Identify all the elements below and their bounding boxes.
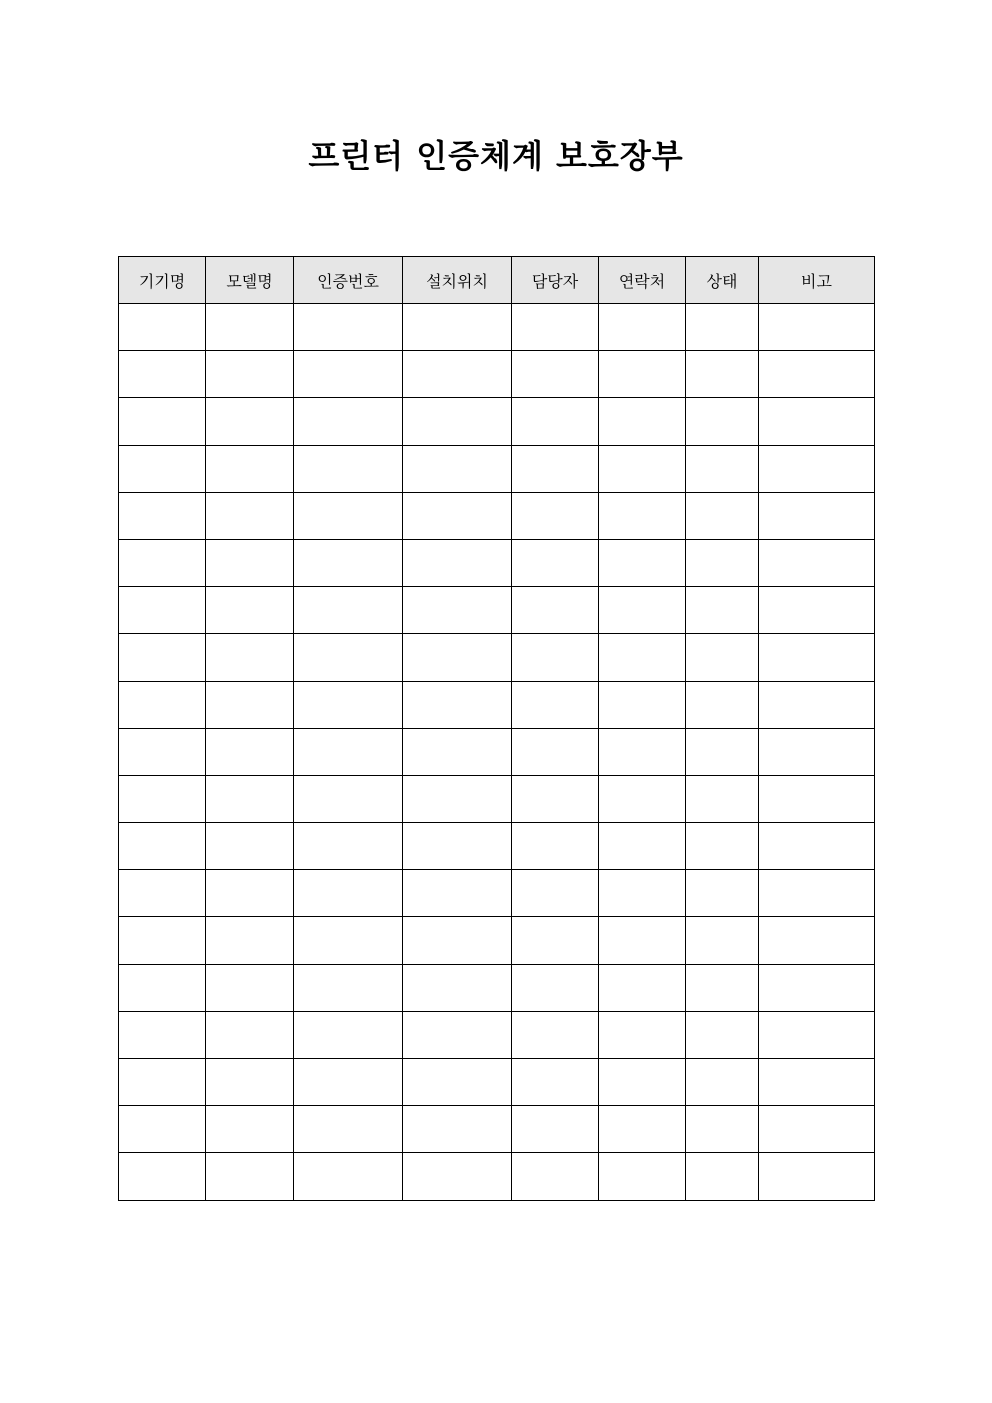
table-cell[interactable]: [599, 870, 686, 917]
table-cell[interactable]: [759, 870, 875, 917]
table-cell[interactable]: [686, 1153, 759, 1200]
table-cell[interactable]: [759, 823, 875, 870]
table-cell[interactable]: [119, 823, 206, 870]
table-cell[interactable]: [599, 681, 686, 728]
table-cell[interactable]: [512, 539, 599, 586]
table-cell[interactable]: [206, 964, 294, 1011]
table-cell[interactable]: [206, 351, 294, 398]
table-cell[interactable]: [403, 823, 512, 870]
table-cell[interactable]: [119, 492, 206, 539]
table-cell[interactable]: [119, 964, 206, 1011]
table-row: [119, 1153, 875, 1200]
table-cell[interactable]: [294, 870, 403, 917]
table-cell[interactable]: [759, 445, 875, 492]
table-cell[interactable]: [599, 728, 686, 775]
table-row: [119, 634, 875, 681]
table-cell[interactable]: [403, 870, 512, 917]
table-cell[interactable]: [599, 304, 686, 351]
table-cell[interactable]: [294, 728, 403, 775]
table-cell[interactable]: [119, 917, 206, 964]
table-cell[interactable]: [294, 1011, 403, 1058]
table-cell[interactable]: [599, 823, 686, 870]
table-cell[interactable]: [686, 964, 759, 1011]
table-cell[interactable]: [759, 1106, 875, 1153]
table-body: [119, 304, 875, 1201]
table-cell[interactable]: [403, 964, 512, 1011]
table-row: [119, 492, 875, 539]
table-cell[interactable]: [759, 351, 875, 398]
table-cell[interactable]: [759, 539, 875, 586]
table-cell[interactable]: [686, 445, 759, 492]
table-cell[interactable]: [403, 445, 512, 492]
table-cell[interactable]: [206, 1153, 294, 1200]
table-cell[interactable]: [119, 870, 206, 917]
table-cell[interactable]: [686, 1059, 759, 1106]
table-cell[interactable]: [119, 587, 206, 634]
page-title: 프린터 인증체계 보호장부: [308, 137, 684, 175]
column-header-certificate-number: 인증번호: [294, 257, 403, 304]
table-cell[interactable]: [512, 1106, 599, 1153]
table-cell[interactable]: [686, 304, 759, 351]
table-cell[interactable]: [599, 775, 686, 822]
table-cell[interactable]: [759, 1059, 875, 1106]
table-cell[interactable]: [119, 1153, 206, 1200]
table-cell[interactable]: [403, 1106, 512, 1153]
table-cell[interactable]: [512, 634, 599, 681]
table-cell[interactable]: [294, 917, 403, 964]
table-cell[interactable]: [119, 1011, 206, 1058]
table-cell[interactable]: [294, 775, 403, 822]
table-cell[interactable]: [599, 398, 686, 445]
table-cell[interactable]: [119, 351, 206, 398]
table-cell[interactable]: [403, 492, 512, 539]
table-cell[interactable]: [206, 1011, 294, 1058]
table-cell[interactable]: [512, 1059, 599, 1106]
table-cell[interactable]: [599, 1059, 686, 1106]
table-cell[interactable]: [686, 634, 759, 681]
table-row: [119, 964, 875, 1011]
table-cell[interactable]: [686, 870, 759, 917]
table-cell[interactable]: [206, 492, 294, 539]
table-cell[interactable]: [512, 964, 599, 1011]
table-cell[interactable]: [294, 823, 403, 870]
table-cell[interactable]: [512, 587, 599, 634]
table-cell[interactable]: [512, 445, 599, 492]
table-cell[interactable]: [206, 304, 294, 351]
table-cell[interactable]: [686, 351, 759, 398]
table-cell[interactable]: [686, 728, 759, 775]
table-cell[interactable]: [686, 917, 759, 964]
table-cell[interactable]: [403, 775, 512, 822]
table-cell[interactable]: [294, 1153, 403, 1200]
table-row: [119, 398, 875, 445]
table-cell[interactable]: [206, 634, 294, 681]
table-cell[interactable]: [512, 775, 599, 822]
table-row: [119, 728, 875, 775]
table-cell[interactable]: [599, 587, 686, 634]
table-cell[interactable]: [759, 587, 875, 634]
table-cell[interactable]: [206, 870, 294, 917]
table-cell[interactable]: [759, 304, 875, 351]
table-cell[interactable]: [599, 917, 686, 964]
table-cell[interactable]: [599, 445, 686, 492]
table-cell[interactable]: [512, 728, 599, 775]
table-cell[interactable]: [512, 398, 599, 445]
table-cell[interactable]: [686, 1011, 759, 1058]
table-row: [119, 917, 875, 964]
table-cell[interactable]: [119, 304, 206, 351]
table-cell[interactable]: [759, 398, 875, 445]
table-cell[interactable]: [599, 1011, 686, 1058]
table-cell[interactable]: [119, 1106, 206, 1153]
table-cell[interactable]: [403, 634, 512, 681]
table-row: [119, 351, 875, 398]
column-header-status: 상태: [686, 257, 759, 304]
table-cell[interactable]: [759, 775, 875, 822]
table-cell[interactable]: [599, 492, 686, 539]
table-cell[interactable]: [294, 445, 403, 492]
table-cell[interactable]: [403, 728, 512, 775]
table-cell[interactable]: [512, 917, 599, 964]
table-cell[interactable]: [759, 634, 875, 681]
table-cell[interactable]: [294, 539, 403, 586]
column-header-remarks: 비고: [759, 257, 875, 304]
table-cell[interactable]: [599, 351, 686, 398]
table-cell[interactable]: [119, 634, 206, 681]
table-row: [119, 1106, 875, 1153]
table-cell[interactable]: [686, 681, 759, 728]
table-cell[interactable]: [599, 634, 686, 681]
table-cell[interactable]: [403, 304, 512, 351]
table-cell[interactable]: [403, 398, 512, 445]
table-row: [119, 823, 875, 870]
table-cell[interactable]: [294, 681, 403, 728]
table-cell[interactable]: [206, 917, 294, 964]
table-cell[interactable]: [119, 445, 206, 492]
column-header-manager: 담당자: [512, 257, 599, 304]
table-cell[interactable]: [294, 1059, 403, 1106]
table-cell[interactable]: [599, 1106, 686, 1153]
table-cell[interactable]: [759, 492, 875, 539]
table-cell[interactable]: [403, 1011, 512, 1058]
table-cell[interactable]: [206, 728, 294, 775]
table-cell[interactable]: [206, 539, 294, 586]
table-cell[interactable]: [686, 587, 759, 634]
table-cell[interactable]: [119, 681, 206, 728]
ledger-table: [118, 256, 875, 1201]
table-cell[interactable]: [403, 587, 512, 634]
table-row: [119, 445, 875, 492]
table-cell[interactable]: [686, 398, 759, 445]
table-cell[interactable]: [686, 492, 759, 539]
table-cell[interactable]: [512, 681, 599, 728]
table-row: [119, 304, 875, 351]
table-cell[interactable]: [206, 823, 294, 870]
table-cell[interactable]: [294, 964, 403, 1011]
table-cell[interactable]: [403, 681, 512, 728]
table-cell[interactable]: [206, 1059, 294, 1106]
table-cell[interactable]: [206, 775, 294, 822]
table-cell[interactable]: [294, 1106, 403, 1153]
table-cell[interactable]: [512, 823, 599, 870]
table-header-row: [119, 257, 875, 304]
column-header-model-name: 모델명: [206, 257, 294, 304]
table-cell[interactable]: [599, 964, 686, 1011]
table-cell[interactable]: [294, 587, 403, 634]
table-cell[interactable]: [512, 1011, 599, 1058]
table-cell[interactable]: [206, 398, 294, 445]
table-row: [119, 681, 875, 728]
table-cell[interactable]: [294, 492, 403, 539]
table-cell[interactable]: [119, 775, 206, 822]
table-cell[interactable]: [206, 587, 294, 634]
table-cell[interactable]: [686, 1106, 759, 1153]
table-cell[interactable]: [512, 492, 599, 539]
table-cell[interactable]: [294, 351, 403, 398]
table-cell[interactable]: [512, 1153, 599, 1200]
table-cell[interactable]: [512, 351, 599, 398]
table-cell[interactable]: [759, 1153, 875, 1200]
table-cell[interactable]: [686, 775, 759, 822]
table-cell[interactable]: [206, 1106, 294, 1153]
table-cell[interactable]: [686, 539, 759, 586]
column-header-install-location: 설치위치: [403, 257, 512, 304]
table-cell[interactable]: [512, 870, 599, 917]
table-cell[interactable]: [599, 1153, 686, 1200]
table-cell[interactable]: [403, 1059, 512, 1106]
table-cell[interactable]: [294, 398, 403, 445]
table-cell[interactable]: [403, 351, 512, 398]
column-header-contact: 연락처: [599, 257, 686, 304]
table-cell[interactable]: [294, 634, 403, 681]
table-cell[interactable]: [403, 539, 512, 586]
table-cell[interactable]: [759, 681, 875, 728]
table-cell[interactable]: [512, 304, 599, 351]
table-cell[interactable]: [686, 823, 759, 870]
table-row: [119, 539, 875, 586]
table-row: [119, 775, 875, 822]
table-cell[interactable]: [119, 539, 206, 586]
table-cell[interactable]: [759, 1011, 875, 1058]
table-cell[interactable]: [206, 681, 294, 728]
table-row: [119, 870, 875, 917]
table-cell[interactable]: [206, 445, 294, 492]
table-cell[interactable]: [119, 728, 206, 775]
table-row: [119, 587, 875, 634]
table-cell[interactable]: [759, 728, 875, 775]
table-row: [119, 1011, 875, 1058]
table-cell[interactable]: [403, 917, 512, 964]
table-cell[interactable]: [119, 398, 206, 445]
table-cell[interactable]: [294, 304, 403, 351]
table-cell[interactable]: [759, 964, 875, 1011]
table-row: [119, 1059, 875, 1106]
table-cell[interactable]: [119, 1059, 206, 1106]
table-cell[interactable]: [403, 1153, 512, 1200]
table-cell[interactable]: [759, 917, 875, 964]
table-cell[interactable]: [599, 539, 686, 586]
column-header-device-name: 기기명: [119, 257, 206, 304]
